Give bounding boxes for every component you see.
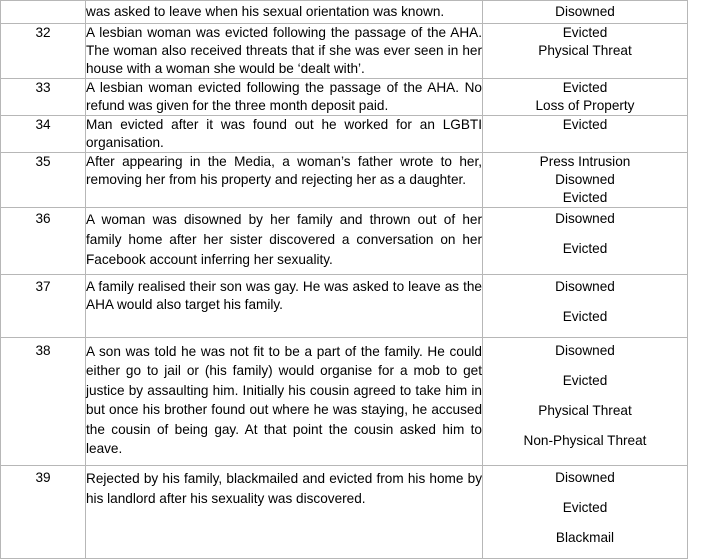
consequence-item: Physical Threat [538,403,632,418]
incident-number: 35 [1,153,86,208]
incident-consequences [483,24,688,79]
consequence-item: Press Intrusion [539,154,631,169]
incident-number: 37 [1,275,86,338]
incident-number: 36 [1,208,86,275]
consequence-item: Evicted [562,241,608,256]
consequence-item: Blackmail [555,530,615,545]
incident-consequences [483,208,688,275]
incident-consequences [483,275,688,338]
consequence-item: Disowned [555,470,615,485]
consequence-item: Evicted [562,190,608,205]
consequence-item: Physical Threat [538,43,632,58]
incident-consequences [483,466,688,559]
table-row [1,338,688,466]
consequence-item: Evicted [562,500,608,515]
consequence-item: Non-Physical Threat [523,433,647,448]
incident-number: 34 [1,116,86,153]
incident-description: Rejected by his family, blackmailed and evicted from his home by his landlord after his sexuality was discovered. [86,466,483,559]
incident-description: A lesbian woman evicted following the passage of the AHA. No refund was given for the three month deposit paid. [86,79,483,116]
consequence-item: Evicted [562,80,608,95]
incident-description: A son was told he was not fit to be a part of the family. He could either go to jail or (his family) would organise for a mob to get justice by assaulting him. Initially his cousin agreed to take him in but once his brother found out where he was staying, he accused the cousin of being gay. At that point the cousin asked him to leave. [86,338,483,466]
consequence-item: Loss of Property [535,98,635,113]
incident-description: A lesbian woman was evicted following the passage of the AHA. The woman also received threats that if she was ever seen in her house with a woman she would be ‘dealt with’. [86,24,483,79]
table-row [1,208,688,275]
incident-consequences [483,79,688,116]
incident-description: A woman was disowned by her family and thrown out of her family home after her sister discovered a conversation on her Facebook account inferring her sexuality. [86,208,483,275]
incident-consequences [483,153,688,208]
incident-consequences [483,1,688,24]
consequence-item: Disowned [555,343,615,358]
consequence-item: Disowned [555,4,615,19]
incident-number: 38 [1,338,86,466]
incident-description: A family realised their son was gay. He was asked to leave as the AHA would also target his family. [86,275,483,338]
consequence-item: Disowned [555,211,615,226]
incident-consequences [483,338,688,466]
incident-consequences [483,116,688,153]
consequence-item: Evicted [562,309,608,324]
consequence-item: Disowned [555,172,615,187]
incident-number: 39 [1,466,86,559]
consequence-item: Evicted [562,373,608,388]
incident-description: Man evicted after it was found out he worked for an LGBTI organisation. [86,116,483,153]
table-row [1,1,688,24]
incident-number [1,1,86,24]
consequence-item: Evicted [562,117,608,132]
table-row [1,466,688,559]
table-row [1,24,688,79]
consequence-item: Disowned [555,279,615,294]
table-row [1,275,688,338]
table-row [1,153,688,208]
table-row [1,116,688,153]
incident-number: 33 [1,79,86,116]
incident-description: After appearing in the Media, a woman’s father wrote to her, removing her from his property and rejecting her as a daughter. [86,153,483,208]
consequence-item: Evicted [562,25,608,40]
incident-number: 32 [1,24,86,79]
table-row [1,79,688,116]
incident-description: was asked to leave when his sexual orientation was known. [86,1,483,24]
